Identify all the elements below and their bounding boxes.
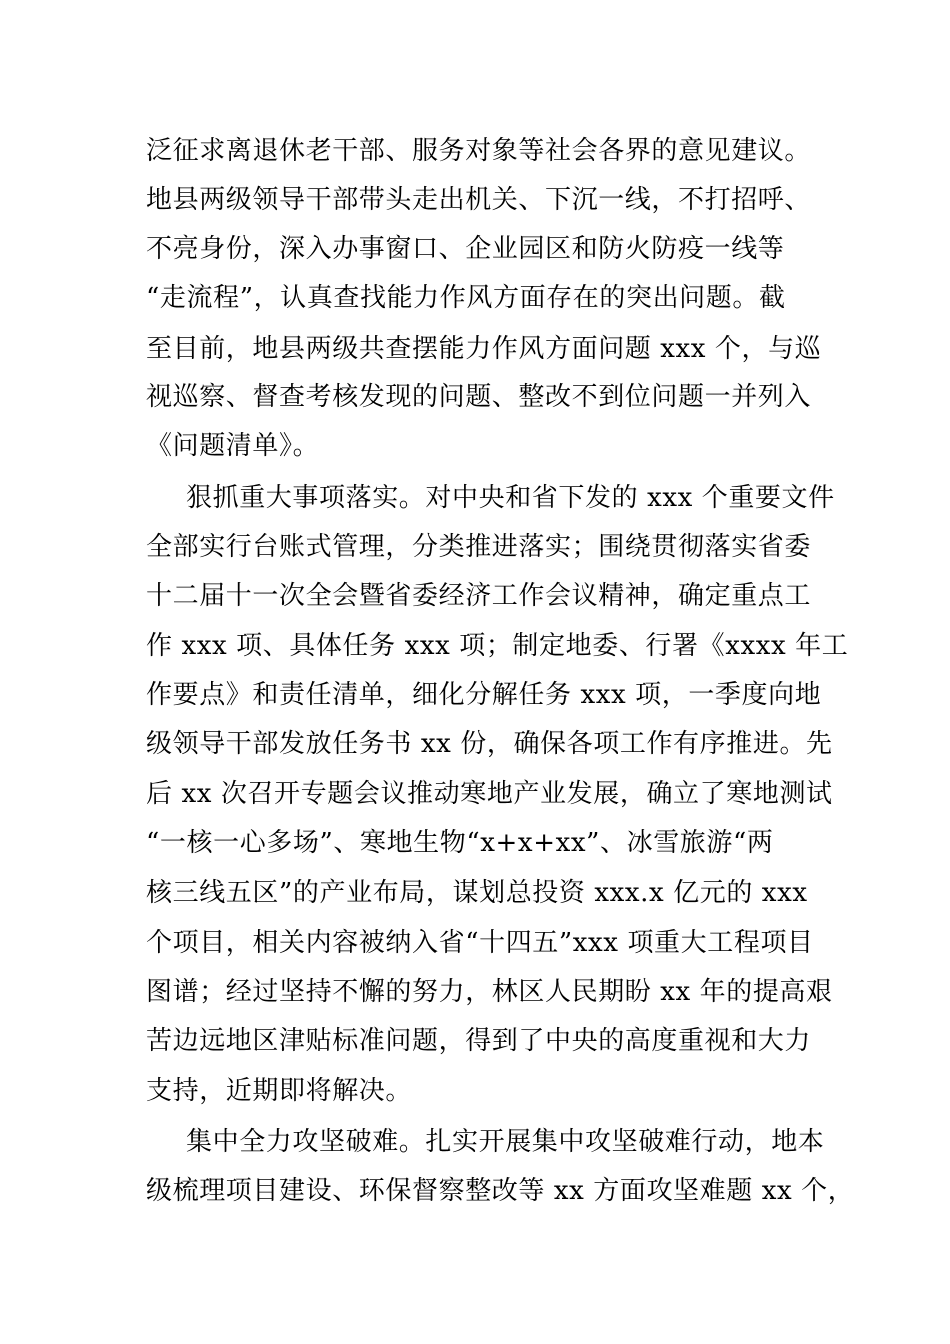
text-line: 作要点》和责任清单，细化分解任务 xxx 项，一季度向地 <box>146 680 822 710</box>
text-line: 级领导干部发放任务书 xx 份，确保各项工作有序推进。先 <box>146 729 833 759</box>
text-line: 苦边远地区津贴标准问题，得到了中央的高度重视和大力 <box>146 1026 812 1056</box>
text-line: 后 xx 次召开专题会议推动寒地产业发展，确立了寒地测试 <box>146 779 833 809</box>
text-line: 个项目，相关内容被纳入省“十四五”xxx 项重大工程项目 <box>146 928 814 958</box>
paragraph-heading-line: 集中全力攻坚破难。扎实开展集中攻坚破难行动，地本 <box>186 1127 825 1157</box>
text-line: 全部实行台账式管理，分类推进落实；围绕贯彻落实省委 <box>146 532 812 562</box>
text-line: 《问题清单》。 <box>146 431 320 461</box>
text-line: 泛征求离退休老干部、服务对象等社会各界的意见建议。 <box>146 136 812 166</box>
text-line: 支持，近期即将解决。 <box>146 1076 413 1106</box>
text-line: 核三线五区”的产业布局，谋划总投资 xxx.x 亿元的 xxx <box>146 878 808 908</box>
paragraph-heading-line: 狠抓重大事项落实。对中央和省下发的 xxx 个重要文件 <box>186 483 835 513</box>
text-line: 不亮身份，深入办事窗口、企业园区和防火防疫一线等 <box>146 234 785 264</box>
text-line: “走流程”，认真查找能力作风方面存在的突出问题。截 <box>146 283 786 313</box>
text-line: 视巡察、督查考核发现的问题、整改不到位问题一并列入 <box>146 382 812 412</box>
text-line: 图谱；经过坚持不懈的努力，林区人民期盼 xx 年的提高艰 <box>146 977 833 1007</box>
text-line: 级梳理项目建设、环保督察整改等 xx 方面攻坚难题 xx 个， <box>146 1176 855 1206</box>
text-line: 地县两级领导干部带头走出机关、下沉一线，不打招呼、 <box>146 185 812 215</box>
text-line: 作 xxx 项、具体任务 xxx 项；制定地委、行署《xxxx 年工 <box>146 631 849 661</box>
text-line: “一核一心多场”、寒地生物“x+x+xx”、冰雪旅游“两 <box>146 828 774 858</box>
text-line: 十二届十一次全会暨省委经济工作会议精神，确定重点工 <box>146 581 812 611</box>
text-line: 至目前，地县两级共查摆能力作风方面问题 xxx 个，与巡 <box>146 334 822 364</box>
